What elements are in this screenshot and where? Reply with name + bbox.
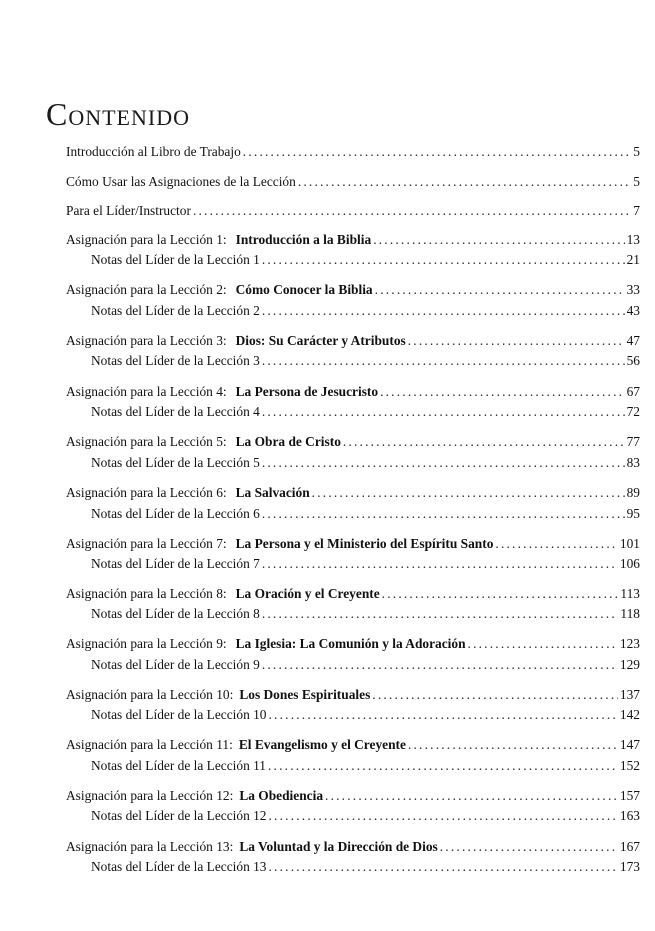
page-title: Contenido — [46, 96, 190, 132]
toc-entry — [66, 536, 640, 552]
dot-leader — [262, 303, 625, 319]
toc-entry-label: Notas del Líder de la Lección 11 — [91, 758, 266, 773]
toc-entry-leader-notes — [91, 303, 640, 319]
toc-entry-page-number: 56 — [626, 353, 640, 368]
toc-entry — [66, 333, 640, 349]
toc-entry-leader-notes — [91, 404, 640, 420]
toc-entry-label: Asignación para la Lección 6: — [66, 485, 227, 500]
toc-entry — [66, 788, 640, 804]
toc-entry — [66, 144, 640, 160]
toc-entry — [66, 485, 640, 501]
toc-entry-leader-notes — [91, 353, 640, 369]
toc-entry — [66, 636, 640, 652]
dot-leader — [243, 144, 632, 160]
dot-leader — [495, 536, 618, 552]
toc-entry-lesson-title: Introducción a la Biblia — [235, 232, 372, 247]
toc-entry-label: Cómo Usar las Asignaciones de la Lección — [66, 174, 296, 189]
toc-entry-page-number: 142 — [619, 707, 640, 722]
toc-entry-page-number: 147 — [619, 737, 640, 752]
toc-entry-label: Asignación para la Lección 2: — [66, 282, 227, 297]
dot-leader — [375, 282, 625, 298]
toc-entry-label: Notas del Líder de la Lección 13 — [91, 859, 267, 874]
dot-leader — [262, 506, 625, 522]
toc-entry-label: Asignación para la Lección 13: — [66, 839, 234, 854]
dot-leader — [325, 788, 618, 804]
toc-entry-page-number: 7 — [633, 203, 640, 218]
toc-entry-leader-notes — [91, 556, 640, 572]
toc-entry-lesson-title: La Salvación — [235, 485, 310, 500]
toc-entry-page-number: 13 — [626, 232, 640, 247]
toc-entry-label: Asignación para la Lección 8: — [66, 586, 227, 601]
toc-entry-page-number: 33 — [626, 282, 640, 297]
toc-entry-label: Notas del Líder de la Lección 1 — [91, 252, 260, 267]
dot-leader — [440, 839, 618, 855]
dot-leader — [312, 485, 625, 501]
toc-entry-page-number: 47 — [626, 333, 640, 348]
toc-entry-label: Notas del Líder de la Lección 5 — [91, 455, 260, 470]
toc-entry-label: Notas del Líder de la Lección 7 — [91, 556, 260, 571]
toc-entry-label: Asignación para la Lección 12: — [66, 788, 234, 803]
toc-entry-leader-notes — [91, 859, 640, 875]
toc-entry — [66, 232, 640, 248]
dot-leader — [262, 353, 625, 369]
toc-entry — [66, 174, 640, 190]
toc-entry — [66, 687, 640, 703]
toc-entry-page-number: 118 — [620, 606, 640, 621]
toc-entry-page-number: 95 — [626, 506, 640, 521]
toc-entry-lesson-title: La Oración y el Creyente — [235, 586, 380, 601]
toc-entry-label: Asignación para la Lección 1: — [66, 232, 227, 247]
toc-entry — [66, 203, 640, 219]
toc-entry-leader-notes — [91, 252, 640, 268]
toc-entry-label: Notas del Líder de la Lección 4 — [91, 404, 260, 419]
dot-leader — [269, 808, 618, 824]
toc-entry-label: Notas del Líder de la Lección 3 — [91, 353, 260, 368]
dot-leader — [372, 687, 618, 703]
toc-entry-page-number: 129 — [619, 657, 640, 672]
toc-entry — [66, 586, 640, 602]
toc-entry — [66, 282, 640, 298]
toc-entry-page-number: 106 — [619, 556, 640, 571]
toc-entry-label: Notas del Líder de la Lección 8 — [91, 606, 260, 621]
toc-entry-lesson-title: Dios: Su Carácter y Atributos — [235, 333, 406, 348]
toc-entry-leader-notes — [91, 455, 640, 471]
toc-entry-lesson-title: La Persona y el Ministerio del Espíritu Santo — [235, 536, 494, 551]
toc-entry-label: Asignación para la Lección 11: — [66, 737, 233, 752]
dot-leader — [262, 404, 625, 420]
toc-entry-page-number: 113 — [620, 586, 640, 601]
toc-entry-label: Asignación para la Lección 7: — [66, 536, 227, 551]
toc-entry-label: Asignación para la Lección 4: — [66, 384, 227, 399]
toc-entry-leader-notes — [91, 707, 640, 723]
toc-entry-label: Notas del Líder de la Lección 12 — [91, 808, 267, 823]
toc-entry-leader-notes — [91, 808, 640, 824]
toc-entry-lesson-title: La Obra de Cristo — [235, 434, 341, 449]
toc-entry-page-number: 163 — [619, 808, 640, 823]
toc-entry-label: Asignación para la Lección 10: — [66, 687, 234, 702]
toc-entry-leader-notes — [91, 606, 640, 622]
toc-entry-label: Notas del Líder de la Lección 9 — [91, 657, 260, 672]
dot-leader — [269, 859, 618, 875]
toc-entry-page-number: 137 — [619, 687, 640, 702]
toc-entry-label: Para el Líder/Instructor — [66, 203, 191, 218]
dot-leader — [262, 252, 625, 268]
toc-entry-leader-notes — [91, 657, 640, 673]
toc-entry-lesson-title: La Iglesia: La Comunión y la Adoración — [235, 636, 466, 651]
toc-entry-lesson-title: La Voluntad y la Dirección de Dios — [239, 839, 438, 854]
dot-leader — [373, 232, 624, 248]
toc-entry-page-number: 77 — [626, 434, 640, 449]
dot-leader — [298, 174, 631, 190]
toc-entry-page-number: 43 — [626, 303, 640, 318]
dot-leader — [268, 758, 618, 774]
toc-entry-label: Notas del Líder de la Lección 2 — [91, 303, 260, 318]
toc-entry-label: Introducción al Libro de Trabajo — [66, 144, 241, 159]
toc-entry-label: Asignación para la Lección 9: — [66, 636, 227, 651]
toc-entry-label: Asignación para la Lección 3: — [66, 333, 227, 348]
toc-entry-page-number: 152 — [619, 758, 640, 773]
toc-entry-lesson-title: La Persona de Jesucristo — [235, 384, 379, 399]
toc-entry-lesson-title: El Evangelismo y el Creyente — [238, 737, 406, 752]
toc-entry-label: Asignación para la Lección 5: — [66, 434, 227, 449]
toc-entry-page-number: 89 — [626, 485, 640, 500]
toc-entry-lesson-title: Cómo Conocer la Biblia — [235, 282, 373, 297]
toc-entry — [66, 839, 640, 855]
dot-leader — [382, 586, 619, 602]
toc-entry-lesson-title: La Obediencia — [239, 788, 324, 803]
toc-entry-page-number: 21 — [626, 252, 640, 267]
toc-entry-page-number: 123 — [619, 636, 640, 651]
toc-entry-label: Notas del Líder de la Lección 10 — [91, 707, 267, 722]
dot-leader — [380, 384, 625, 400]
toc-entry-page-number: 5 — [633, 174, 640, 189]
toc-entry — [66, 737, 640, 753]
toc-entry-page-number: 72 — [626, 404, 640, 419]
toc-entry-page-number: 167 — [619, 839, 640, 854]
dot-leader — [468, 636, 618, 652]
toc-entry-leader-notes — [91, 506, 640, 522]
dot-leader — [262, 657, 618, 673]
toc-entry — [66, 434, 640, 450]
dot-leader — [408, 333, 625, 349]
toc-entry-lesson-title: Los Dones Espirituales — [239, 687, 371, 702]
dot-leader — [262, 556, 618, 572]
dot-leader — [262, 606, 619, 622]
toc-entry-page-number: 67 — [626, 384, 640, 399]
dot-leader — [262, 455, 625, 471]
toc-entry-page-number: 83 — [626, 455, 640, 470]
toc-entry-page-number: 173 — [619, 859, 640, 874]
toc-entry — [66, 384, 640, 400]
toc-entry-label: Notas del Líder de la Lección 6 — [91, 506, 260, 521]
toc-entry-leader-notes — [91, 758, 640, 774]
dot-leader — [193, 203, 631, 219]
dot-leader — [269, 707, 618, 723]
toc-entry-page-number: 5 — [633, 144, 640, 159]
dot-leader — [343, 434, 625, 450]
toc-entry-page-number: 157 — [619, 788, 640, 803]
toc-entry-page-number: 101 — [619, 536, 640, 551]
dot-leader — [408, 737, 618, 753]
